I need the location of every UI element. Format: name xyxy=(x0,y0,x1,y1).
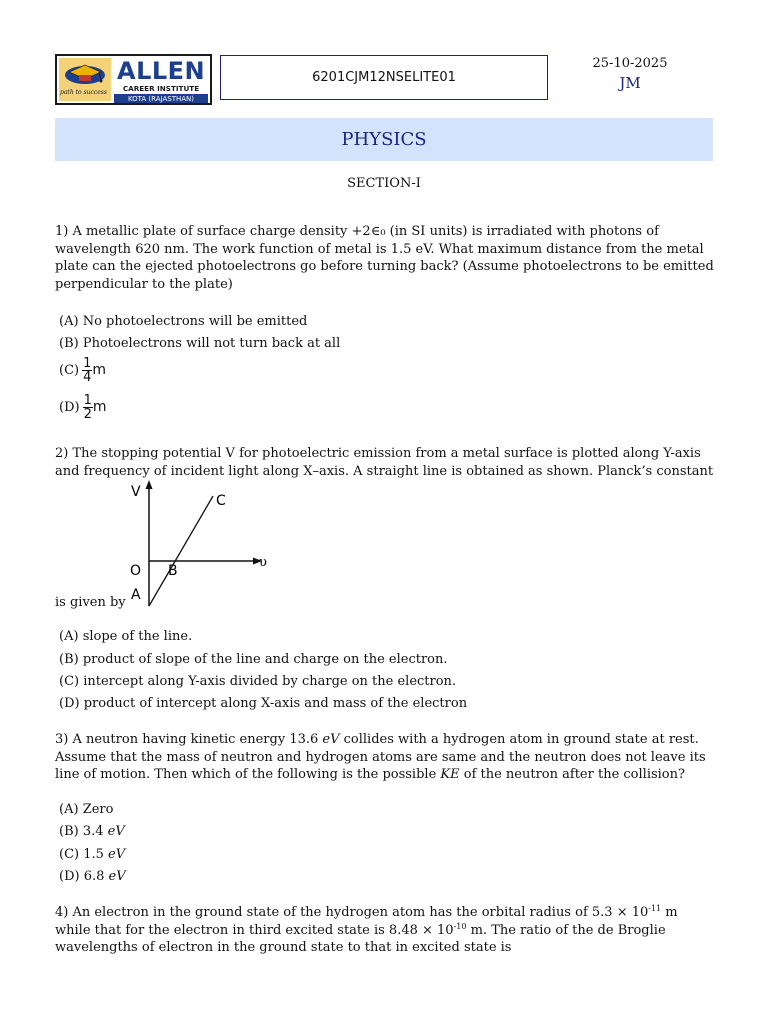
q2-option-b[interactable] xyxy=(59,651,448,668)
option-text: 3.4 xyxy=(82,824,108,839)
logo-text xyxy=(113,58,210,101)
q4-text-part: m. The ratio of the de Broglie wavelengths of electron in the ground state to that in excited state is xyxy=(55,922,666,955)
header xyxy=(55,54,713,106)
q2-option-a[interactable] xyxy=(59,628,192,645)
q3-option-c[interactable] xyxy=(59,846,125,863)
section-heading: SECTION-I xyxy=(347,176,421,191)
option-unit: eV xyxy=(108,847,126,862)
q1-option-b[interactable] xyxy=(59,335,340,352)
option-label: (B) xyxy=(59,824,79,839)
fraction-denominator: 4 xyxy=(83,370,92,385)
option-label: (B) xyxy=(59,652,79,667)
option-text: No photoelectrons will be emitted xyxy=(82,314,308,329)
logo-location: KOTA (RAJASTHAN) xyxy=(114,94,208,104)
label-o: O xyxy=(130,563,142,579)
option-unit: m xyxy=(92,399,107,415)
label-c: C xyxy=(216,493,226,509)
q1-option-d[interactable] xyxy=(59,394,107,421)
paper-code: 6201CJM12NSELITE01 xyxy=(312,70,456,85)
option-label: (B) xyxy=(59,336,79,351)
fraction-denominator: 2 xyxy=(83,407,92,422)
option-text: Photoelectrons will not turn back at all xyxy=(82,336,341,351)
option-unit: m xyxy=(92,362,107,378)
q2-option-d[interactable] xyxy=(59,695,467,712)
label-a: A xyxy=(131,587,141,603)
y-axis-arrow-icon xyxy=(146,480,153,489)
logo-tagline: path to success xyxy=(60,89,107,96)
option-unit: eV xyxy=(107,824,125,839)
option-text: 6.8 xyxy=(83,869,109,884)
question-1-text: 1) A metallic plate of surface charge density +2∈₀ (in SI units) is irradiated with photons of wavelength 620 nm. The work function of metal is 1.5 eV. What maximum distance from the metal plate can the ejected photoelectrons go before turning back? (Assume photoelectrons to be emitted perpendicular to the plate) xyxy=(55,224,714,292)
q4-text-part: 4) An electron in the ground state of the hydrogen atom has the orbital radius of 5.3 × 10 xyxy=(55,905,649,920)
allen-logo xyxy=(55,54,212,105)
q1-option-c[interactable] xyxy=(59,357,106,384)
label-v: V xyxy=(131,484,141,500)
option-label: (D) xyxy=(59,869,80,884)
label-nu: υ xyxy=(259,555,267,570)
logo-wordmark: ALLEN xyxy=(117,57,206,85)
q3-option-d[interactable] xyxy=(59,868,126,885)
option-text: Zero xyxy=(82,802,114,817)
fraction-numerator: 1 xyxy=(83,356,92,371)
option-label: (A) xyxy=(59,314,79,329)
option-unit: eV xyxy=(108,869,126,884)
exam-stream: JM xyxy=(619,74,641,92)
q3-text-part: collides with a hydrogen atom in ground state at rest. Assume that the mass of neutron and hydrogen atoms are same and the neutron does not leave its line of motion. Then which of the following is the possible xyxy=(55,732,706,782)
q3-text-part: 3) A neutron having kinetic energy 13.6 xyxy=(55,732,323,747)
subject-banner xyxy=(55,118,713,161)
option-label: (C) xyxy=(59,847,80,862)
option-text: slope of the line. xyxy=(82,629,193,644)
option-label: (D) xyxy=(59,400,80,415)
logo-subtitle: CAREER INSTITUTE xyxy=(122,84,200,93)
question-2-text-end: is given by xyxy=(55,595,126,610)
question-2-text: 2) The stopping potential V for photoelectric emission from a metal surface is plotted along Y-axis and frequency of incident light along X–axis. A straight line is obtained as shown. Planck’s constant xyxy=(55,446,714,479)
q3-option-b[interactable] xyxy=(59,823,125,840)
q4-exponent: -11 xyxy=(648,904,662,913)
fraction-numerator: 1 xyxy=(83,393,92,408)
subject-title: PHYSICS xyxy=(341,129,427,150)
fraction xyxy=(83,394,93,421)
q2-option-c[interactable] xyxy=(59,673,456,690)
q3-text-part: of the neutron after the collision? xyxy=(459,767,685,782)
option-text: intercept along Y-axis divided by charge on the electron. xyxy=(83,674,457,689)
exam-date: 25-10-2025 xyxy=(592,56,668,71)
label-b: B xyxy=(168,563,178,579)
q4-exponent: -10 xyxy=(453,921,467,931)
q3-option-a[interactable] xyxy=(59,801,113,818)
q4-text-part: m while that for the electron in third excited state is 8.48 × 10 xyxy=(55,905,678,938)
option-label: (C) xyxy=(59,363,80,378)
option-text: product of intercept along X-axis and mass of the electron xyxy=(83,696,468,711)
question-3-text xyxy=(55,731,715,784)
option-text: product of slope of the line and charge on the electron. xyxy=(82,652,448,667)
fraction xyxy=(82,357,92,384)
q3-unit-ev: eV xyxy=(322,732,340,747)
q3-ke: KE xyxy=(440,767,460,782)
option-label: (C) xyxy=(59,674,80,689)
stopping-potential-graph xyxy=(120,478,280,610)
q1-option-a[interactable] xyxy=(59,313,307,330)
option-text: 1.5 xyxy=(83,847,109,862)
graph-line xyxy=(149,496,213,606)
option-label: (A) xyxy=(59,629,79,644)
option-label: (A) xyxy=(59,802,79,817)
option-label: (D) xyxy=(59,696,80,711)
paper-code-box xyxy=(220,55,548,100)
question-4-text xyxy=(55,904,715,957)
